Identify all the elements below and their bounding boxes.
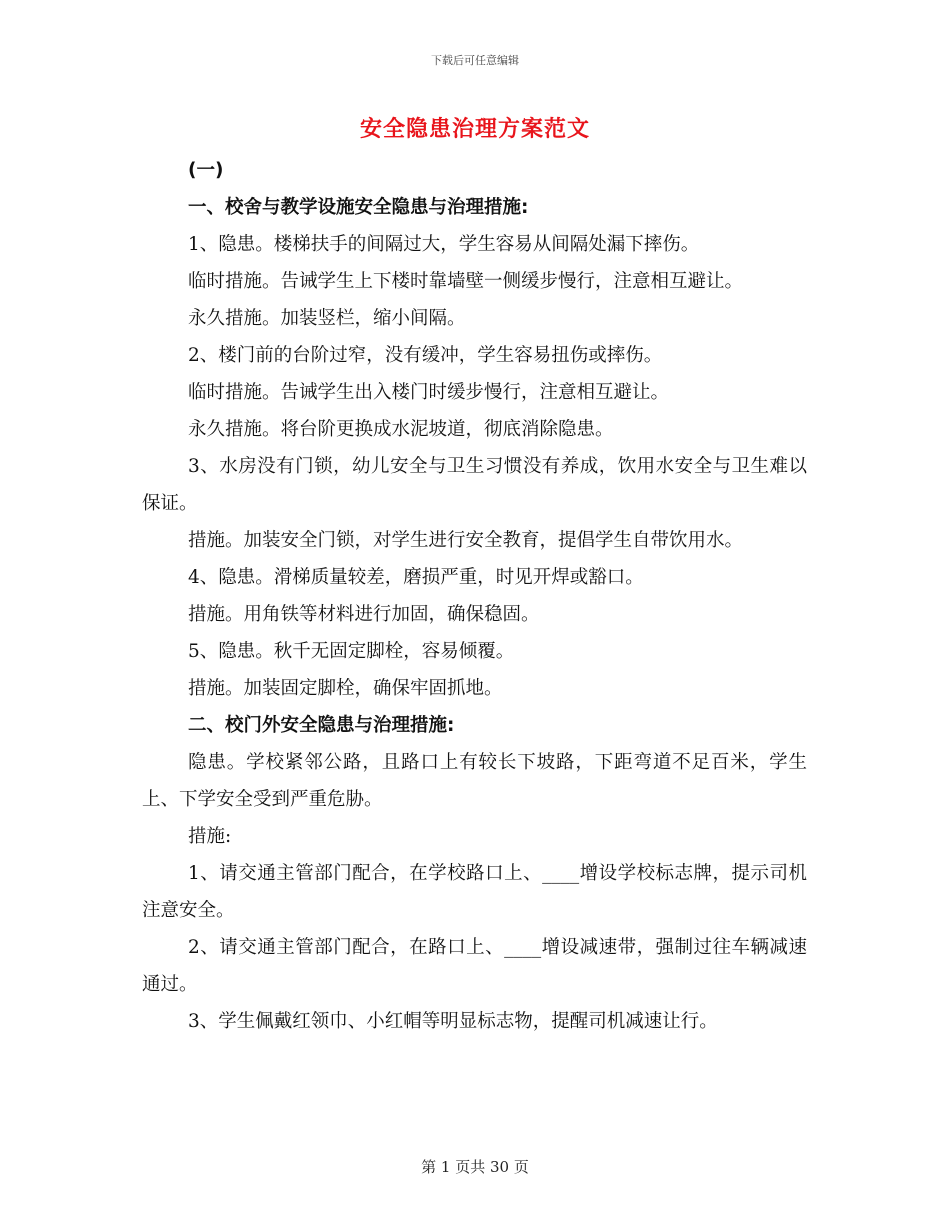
paragraph: 3、水房没有门锁，幼儿安全与卫生习惯没有养成，饮用水安全与卫生难以保证。 <box>142 456 807 514</box>
paragraph: 隐患。学校紧邻公路，且路口上有较长下坡路，下距弯道不足百米，学生上、下学安全受到严重危胁。 <box>142 752 807 810</box>
paragraph: 措施。加装固定脚栓，确保牢固抓地。 <box>188 678 503 699</box>
section-heading: 二、校门外安全隐患与治理措施: <box>188 715 455 736</box>
page-header: 下载后可任意编辑 <box>431 54 519 67</box>
paragraph: 2、请交通主管部门配合，在路口上、____增设减速带，强制过往车辆减速通过。 <box>142 937 807 995</box>
paragraph: 临时措施。告诫学生上下楼时靠墙壁一侧缓步慢行，注意相互避让。 <box>188 271 744 292</box>
paragraph: 1、隐患。楼梯扶手的间隔过大，学生容易从间隔处漏下摔伤。 <box>188 234 700 255</box>
paragraph: 3、学生佩戴红领巾、小红帽等明显标志物，提醒司机减速让行。 <box>188 1011 718 1032</box>
paragraph: 措施: <box>188 826 232 847</box>
paragraph: (一) <box>188 160 224 181</box>
document-title: 安全隐患治理方案范文 <box>359 117 590 142</box>
paragraph: 临时措施。告诫学生出入楼门时缓步慢行，注意相互避让。 <box>188 382 670 403</box>
paragraph: 5、隐患。秋千无固定脚栓，容易倾覆。 <box>188 641 515 662</box>
paragraph: 永久措施。将台阶更换成水泥坡道，彻底消除隐患。 <box>188 419 614 440</box>
section-heading: 一、校舍与教学设施安全隐患与治理措施: <box>188 197 529 218</box>
paragraph: 永久措施。加装竖栏，缩小间隔。 <box>188 308 466 329</box>
document-body <box>142 152 807 1040</box>
paragraph: 措施。用角铁等材料进行加固，确保稳固。 <box>188 604 540 625</box>
page-footer: 第 1 页共 30 页 <box>421 1158 529 1176</box>
paragraph: 1、请交通主管部门配合，在学校路口上、____增设学校标志牌，提示司机注意安全。 <box>142 863 807 921</box>
paragraph: 2、楼门前的台阶过窄，没有缓冲，学生容易扭伤或摔伤。 <box>188 345 663 366</box>
paragraph: 措施。加装安全门锁，对学生进行安全教育，提倡学生自带饮用水。 <box>188 530 744 551</box>
paragraph: 4、隐患。滑梯质量较差，磨损严重，时见开焊或豁口。 <box>188 567 644 588</box>
